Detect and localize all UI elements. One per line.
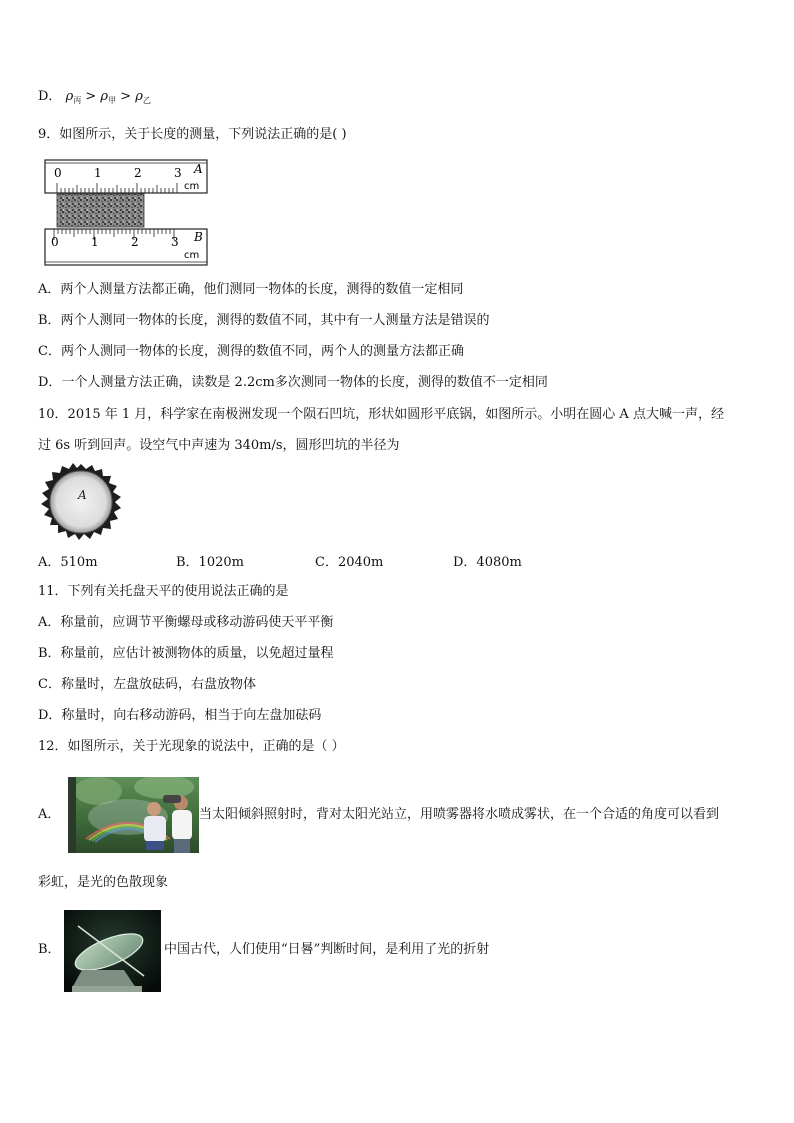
- ruler-a-unit: cm: [184, 181, 200, 192]
- ruler-b-body: [45, 229, 207, 265]
- q10-option-a: A．510m: [38, 555, 98, 570]
- ruler-b-tick-0: 0: [51, 235, 59, 249]
- ruler-b-unit: cm: [184, 250, 200, 261]
- q10-option-c: C．2040m: [315, 555, 384, 570]
- rainbow-photo: [68, 777, 199, 853]
- ruler-a-tick-1: 1: [94, 166, 102, 180]
- sundial-photo: [64, 910, 161, 992]
- q11-stem: 11．下列有关托盘天平的使用说法正确的是: [38, 584, 289, 599]
- q10-stem-line1: 10．2015 年 1 月，科学家在南极洲发现一个陨石凹坑，形状如圆形平底锅，如图所示。小明在圆心 A 点大喊一声，经: [38, 407, 724, 422]
- q9-option-c: C．两个人测同一物体的长度，测得的数值不同，两个人的测量方法都正确: [38, 344, 464, 359]
- q10-options: [38, 551, 598, 569]
- q12-option-b-text: 中国古代，人们使用“日晷”判断时间，是利用了光的折射: [164, 942, 490, 957]
- q8-option-d: D． $\rho_丙 > \rho_甲 > \rho_乙$: [38, 89, 151, 105]
- q11-option-c: C．称量时，左盘放砝码，右盘放物体: [38, 677, 256, 692]
- q9-option-d: D．一个人测量方法正确，读数是 2.2cm多次测同一物体的长度，测得的数值不一定相同: [38, 375, 548, 390]
- crater-center-label: A: [78, 488, 87, 502]
- q10-option-d: D．4080m: [453, 555, 522, 570]
- ruler-a-tick-0: 0: [54, 166, 62, 180]
- ruler-a-tick-3: 3: [174, 166, 182, 180]
- measured-object: [57, 194, 144, 227]
- crater-floor: [50, 471, 112, 533]
- ruler-a-letter: A: [194, 162, 203, 176]
- q11-option-a: A．称量前，应调节平衡螺母或移动游码使天平平衡: [38, 615, 334, 630]
- q9-stem: 9．如图所示，关于长度的测量，下列说法正确的是( ): [38, 127, 347, 142]
- ruler-b-tick-1: 1: [91, 235, 99, 249]
- ruler-b-letter: B: [194, 230, 203, 244]
- q9-option-a: A．两个人测量方法都正确，他们测同一物体的长度，测得的数值一定相同: [38, 282, 464, 297]
- q12-option-a-text-1: 当太阳倾斜照射时，背对太阳光站立，用喷雾器将水喷成雾状，在一个合适的角度可以看到: [199, 807, 720, 822]
- q12-stem: 12．如图所示，关于光现象的说法中，正确的是（ ）: [38, 739, 345, 754]
- q10-stem-line2: 过 6s 听到回声。设空气中声速为 340m/s，圆形凹坑的半径为: [38, 438, 400, 453]
- q9-ruler-figure: [44, 157, 210, 267]
- q10-crater-figure: [38, 462, 124, 542]
- q11-option-b: B．称量前，应估计被测物体的质量，以免超过量程: [38, 646, 334, 661]
- q10-option-b: B．1020m: [176, 555, 244, 570]
- q11-option-d: D．称量时，向右移动游码，相当于向左盘加砝码: [38, 708, 322, 723]
- q12-option-b-label: B．: [38, 942, 61, 957]
- ruler-b-tick-3: 3: [171, 235, 179, 249]
- ruler-b-tick-2: 2: [131, 235, 139, 249]
- q8-option-d-label: D．: [38, 89, 62, 104]
- ruler-a-tick-2: 2: [134, 166, 142, 180]
- q12-option-a-label: A．: [38, 807, 61, 822]
- q12-option-a-text-2: 彩虹，是光的色散现象: [38, 875, 169, 890]
- q9-option-b: B．两个人测同一物体的长度，测得的数值不同，其中有一人测量方法是错误的: [38, 313, 490, 328]
